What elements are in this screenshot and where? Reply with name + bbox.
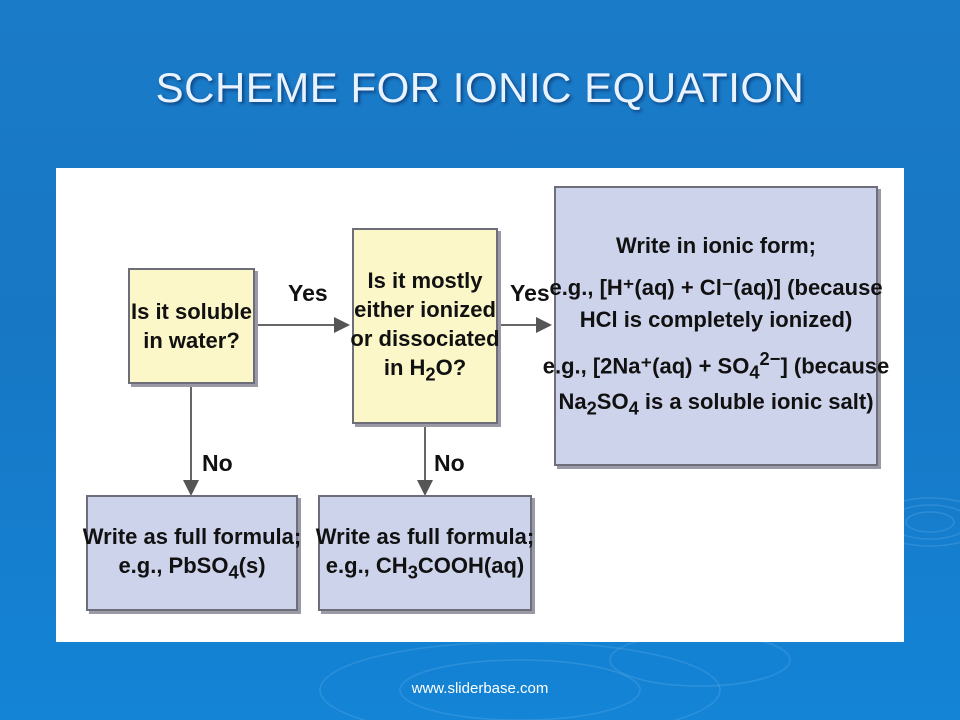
ionic-form-box <box>542 186 890 466</box>
ionized-question-o: O? <box>435 354 467 380</box>
ionized-question-h: in H <box>383 354 426 380</box>
full-formula-box-1 <box>82 495 302 611</box>
ionic-example-3-so: SO <box>596 389 629 414</box>
full-formula-2-post: COOH(aq) <box>417 552 525 578</box>
ionized-question-sub: 2 <box>425 363 436 385</box>
ionic-example-3-sub1: 2 <box>586 397 597 419</box>
ionized-question-line-3: or dissociated <box>350 325 500 351</box>
ionic-example-2-pre: e.g., [2Na⁺(aq) + SO <box>542 353 750 379</box>
no-label-2: No <box>434 450 465 476</box>
ionized-question-line-4 <box>384 353 466 387</box>
ionic-example-2-sub: 4 <box>749 361 760 383</box>
ionic-example-3-sub2: 4 <box>628 397 639 419</box>
footer-url: www.sliderbase.com <box>411 680 549 697</box>
full-formula-1-line-1: Write as full formula; <box>82 523 302 549</box>
ionic-example-2-post: ] (because <box>780 353 890 379</box>
no-label-1: No <box>202 450 233 476</box>
full-formula-1-pre: e.g., PbSO <box>118 552 229 578</box>
slide-title: SCHEME FOR IONIC EQUATION <box>155 64 805 111</box>
ionic-example-3-post: is a soluble ionic salt) <box>638 389 874 414</box>
flowchart-panel <box>56 168 904 642</box>
ionic-example-2-line-2 <box>558 386 873 422</box>
full-formula-1-sub: 4 <box>228 561 239 583</box>
full-formula-2-line-2 <box>326 551 524 585</box>
ionic-example-2-sup: 2− <box>759 347 781 369</box>
ionic-heading: Write in ionic form; <box>615 233 817 259</box>
yes-label-2: Yes <box>510 280 550 306</box>
ionized-question-line-1: Is it mostly <box>367 267 483 293</box>
full-formula-box-2 <box>315 495 535 611</box>
full-formula-2-line-1: Write as full formula; <box>315 523 535 549</box>
soluble-question-line-2: in water? <box>143 328 240 353</box>
ionic-example-1-line-1: e.g., [H⁺(aq) + Cl⁻(aq)] (because <box>549 274 883 300</box>
ionic-example-3-na: Na <box>558 389 587 414</box>
full-formula-2-pre: e.g., CH <box>325 552 408 578</box>
ionic-example-1-line-2: HCl is completely ionized) <box>579 306 853 332</box>
yes-label-1: Yes <box>288 280 328 306</box>
full-formula-1-line-2 <box>118 551 265 585</box>
soluble-question-line-1: Is it soluble <box>130 298 253 324</box>
full-formula-1-post: (s) <box>238 552 266 578</box>
ionized-question-line-2: either ionized <box>354 296 496 322</box>
ionized-question-box <box>352 228 498 424</box>
soluble-question-box <box>128 268 255 384</box>
ionic-example-2-line-1 <box>543 346 890 386</box>
full-formula-2-sub: 3 <box>407 561 418 583</box>
